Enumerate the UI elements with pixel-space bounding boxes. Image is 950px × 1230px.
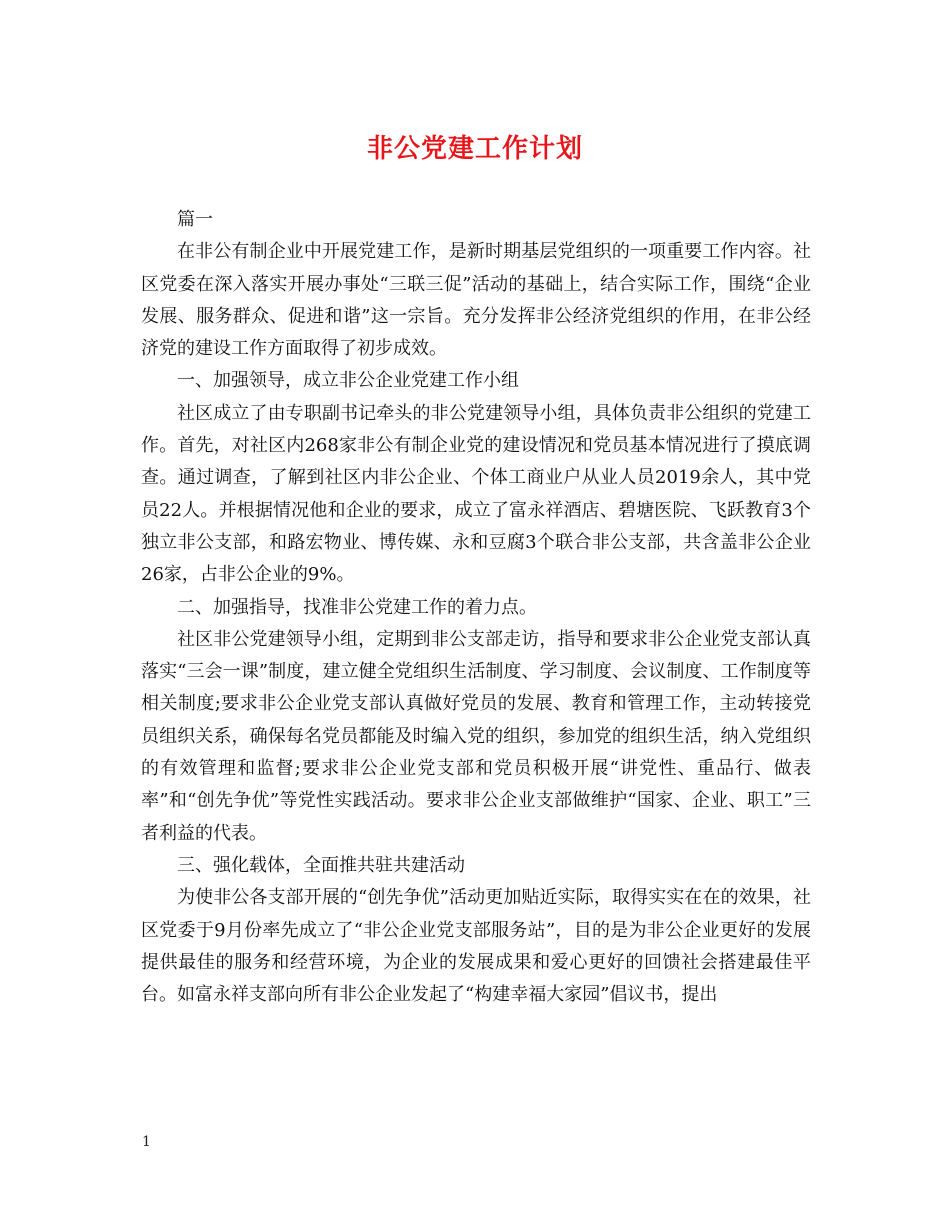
section-label: 篇一 [177,209,213,230]
page-number: 1 [142,1134,151,1150]
body-paragraph: 为使非公各支部开展的“创先争优”活动更加贴近实际，取得实实在在的效果，社区党委于9月份率先成立了“非公企业党支部服务站”，目的是为非公企业更好的发展提供最佳的服务和经营环境，为企业的发展成果和爱心更好的回馈社会搭建最佳平台。如富永祥支部向所有非公企业发起了“构建幸福大家园”倡议书，提出 [141,887,811,1006]
section-heading: 一、加强领导，成立非公企业党建工作小组 [177,370,519,392]
body-paragraph: 在非公有制企业中开展党建工作，是新时期基层党组织的一项重要工作内容。社区党委在深入落实开展办事处“三联三促”活动的基础上，结合实际工作，围绕“企业发展、服务群众、促进和谐”这一宗旨。充分发挥非公经济党组织的作用，在非公经济党的建设工作方面取得了初步成效。 [141,241,811,360]
document-title: 非公党建工作计划 [366,134,583,164]
document-body [141,204,811,1011]
section-heading: 三、强化载体，全面推共驻共建活动 [177,854,465,876]
section-heading: 二、加强指导，找准非公党建工作的着力点。 [177,596,537,618]
body-paragraph: 社区成立了由专职副书记牵头的非公党建领导小组，具体负责非公组织的党建工作。首先，对社区内268家非公有制企业党的建设情况和党员基本情况进行了摸底调查。通过调查，了解到社区内非公企业、个体工商业户从业人员2019余人，其中党员22人。并根据情况他和企业的要求，成立了富永祥酒店、碧塘医院、飞跃教育3个独立非公支部，和路宏物业、博传媒、永和豆腐3个联合非公支部，共含盖非公企业26家，占非公企业的9%。 [141,402,811,586]
body-paragraph: 社区非公党建领导小组，定期到非公支部走访，指导和要求非公企业党支部认真落实“三会一课”制度，建立健全党组织生活制度、学习制度、会议制度、工作制度等相关制度;要求非公企业党支部认真做好党员的发展、教育和管理工作，主动转接党员组织关系，确保每名党员都能及时编入党的组织，参加党的组织生活，纳入党组织的有效管理和监督;要求非公企业党支部和党员积极开展“讲党性、重品行、做表率”和“创先争优”等党性实践活动。要求非公企业支部做维护“国家、企业、职工”三者利益的代表。 [141,628,811,844]
